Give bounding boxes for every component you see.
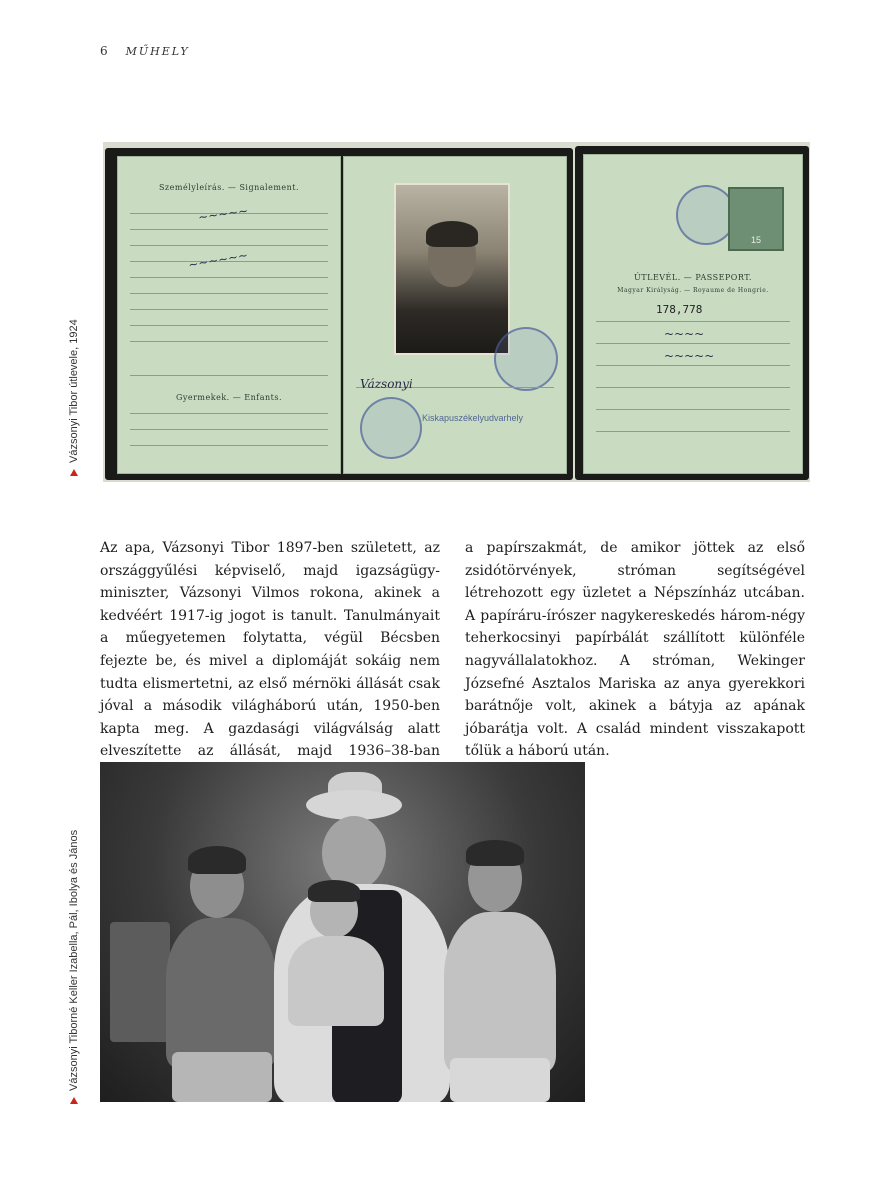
family-caption-text: Vázsonyi Tiborné Keller Izabella, Pál, Ibolya és János (68, 829, 80, 1091)
passport-photo (103, 142, 810, 482)
revenue-stamp (728, 187, 784, 251)
passport-spread (105, 148, 573, 480)
section-title: MŰHELY (125, 45, 190, 58)
body-column-right: a papírszakmát, de amikor jöttek az első zsidótörvények, stróman segítségével létrehozott egy üzletet a Népszínház utcában. A papíráru-írószer nagykereskedés három-négy teherkocsinyi papírbálát szállított különféle nagyvállalatokhoz. A stróman, Wekinger Józsefné Asztalos Mariska az anya gyerekkori barátnője volt, akinek a bátyja az apának jóbarátja volt. A család mindent visszakapott tőlük a háború után. (465, 540, 805, 760)
passport-page-title (583, 154, 803, 474)
portrait-photo (394, 183, 510, 355)
handwriting: ~~~~~ (197, 203, 250, 225)
triangle-marker-icon (70, 1097, 78, 1104)
passport-caption-text: Vázsonyi Tibor útlevele, 1924 (68, 319, 80, 463)
triangle-marker-icon (70, 469, 78, 476)
passport-page-photo (343, 156, 567, 474)
page-header (100, 44, 190, 58)
stamp-text: Kiskapuszékelyudvarhely (422, 413, 524, 423)
seal-stamp (494, 327, 558, 391)
description-title: Személyleírás. — Signalement. (158, 183, 300, 192)
body-column-left: Az apa, Vázsonyi Tibor 1897-ben született, az országgyűlési képviselő, majd igazságügy-miniszter, Vázsonyi Vilmos rokona, akinek a kedvéért 1917-ig jogot is tanult. Tanulmányait a műegyetemen folytatta, végül Bécsben fejezte be, és mivel a diplomáját sokáig nem tudta elismertetni, az első mérnöki állását csak jóval a második világháború után, 1950-ben kapta meg. A gazdasági világválság alatt elveszítette az állását, majd 1936–38-ban (100, 540, 440, 760)
children-label: Gyermekek. — Enfants. (175, 393, 283, 402)
page-number: 6 (100, 44, 108, 58)
passport-back (575, 146, 809, 480)
seal-stamp (676, 185, 736, 245)
seal-stamp (360, 397, 422, 459)
revenue-value: 15 (750, 235, 761, 245)
signature: ~~~~ (664, 327, 705, 341)
hair (426, 221, 478, 247)
signature: ~~~~~ (664, 349, 715, 363)
country-line: Magyar Királyság. — Royaume de Hongrie. (617, 287, 769, 294)
passport-page-description (117, 156, 341, 474)
passport-number: 178,778 (656, 303, 703, 316)
handwriting: ~~~~~~ (187, 247, 250, 273)
bench (110, 922, 170, 1042)
family-photo (100, 762, 585, 1102)
passport-title: ÚTLEVÉL. — PASSEPORT. (634, 273, 752, 282)
signature: Vázsonyi (360, 377, 413, 391)
